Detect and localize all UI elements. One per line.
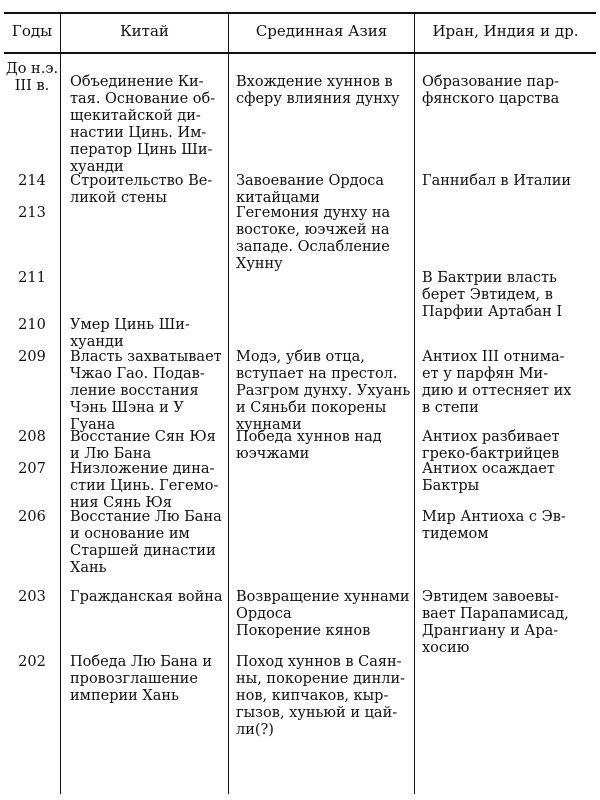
iran-india-cell: Антиох разбивает греко-бактрийцев (422, 429, 560, 462)
header-years: Годы (11, 22, 53, 40)
central-asia-cell: Поход хуннов в Саян- ны, покорение динли- нов, кипчаков, кыр- гызов, хуньюй и цай- ли(?) (236, 654, 406, 738)
china-cell: Победа Лю Бана и провозглашение империи Хань (70, 654, 213, 704)
year-cell: 213 (18, 205, 46, 221)
year-cell: 211 (18, 270, 46, 286)
table-top-rule (4, 12, 596, 14)
year-cell: 210 (18, 317, 46, 333)
year-cell: 206 (18, 509, 46, 525)
column-divider (228, 14, 229, 794)
year-cell: 208 (18, 429, 46, 445)
china-cell: Власть захватывает Чжао Гао. Подав- ление восстания Чэнь Шэна и У Гуана (70, 349, 222, 433)
china-cell: Восстание Лю Бана и основание им Старшей династии Хань (70, 509, 222, 576)
china-cell: Низложение дина- стии Цинь. Гегемо- ния Сянь Юя (70, 461, 219, 511)
header-bottom-rule (4, 52, 596, 54)
iran-india-cell: Ганнибал в Италии (422, 173, 572, 189)
column-divider (414, 14, 415, 794)
china-cell: Объединение Ки- тая. Основание об- щекитайской ди- настии Цинь. Им- ператор Цинь Ши- хуанди (70, 74, 216, 175)
year-cell: До н.э. III в. (5, 61, 59, 94)
central-asia-cell: Возвращение хуннами Ордоса Покорение кянов (236, 589, 410, 639)
iran-india-cell: Образование пар- фянского царства (422, 74, 560, 107)
iran-india-cell: Антиох осаждает Бактры (422, 461, 555, 494)
header-central-asia: Срединная Азия (255, 22, 388, 40)
year-cell: 209 (18, 349, 46, 365)
column-divider (60, 14, 61, 794)
year-cell: 202 (18, 654, 46, 670)
header-iran-india: Иран, Индия и др. (432, 22, 579, 40)
year-cell: 203 (18, 589, 46, 605)
china-cell: Гражданская война (70, 589, 223, 605)
iran-india-cell: Мир Антиоха с Эв- тидемом (422, 509, 566, 542)
central-asia-cell: Завоевание Ордоса китайцами (236, 173, 385, 206)
china-cell: Умер Цинь Ши- хуанди (70, 317, 190, 350)
year-cell: 207 (18, 461, 46, 477)
china-cell: Восстание Сян Юя и Лю Бана (70, 429, 216, 462)
year-cell: 214 (18, 173, 46, 189)
china-cell: Строительство Ве- ликой стены (70, 173, 213, 206)
central-asia-cell: Гегемония дунху на востоке, юэчжей на западе. Ослабление Хунну (236, 205, 391, 272)
iran-india-cell: Антиох III отнима- ет у парфян Ми- дию и оттесняет их в степи (422, 349, 572, 416)
central-asia-cell: Вхождение хуннов в сферу влияния дунху (236, 74, 400, 107)
iran-india-cell: В Бактрии власть берет Эвтидем, в Парфии Артабан I (422, 270, 563, 320)
iran-india-cell: Эвтидем завоевы- вает Парапамисад, Дрангиану и Ара- хосию (422, 589, 569, 656)
central-asia-cell: Модэ, убив отца, вступает на престол. Разгром дунху. Ухуань и Сяньби покорены хуннами (236, 349, 411, 433)
central-asia-cell: Победа хуннов над юэчжами (236, 429, 382, 462)
header-china: Китай (120, 22, 169, 40)
